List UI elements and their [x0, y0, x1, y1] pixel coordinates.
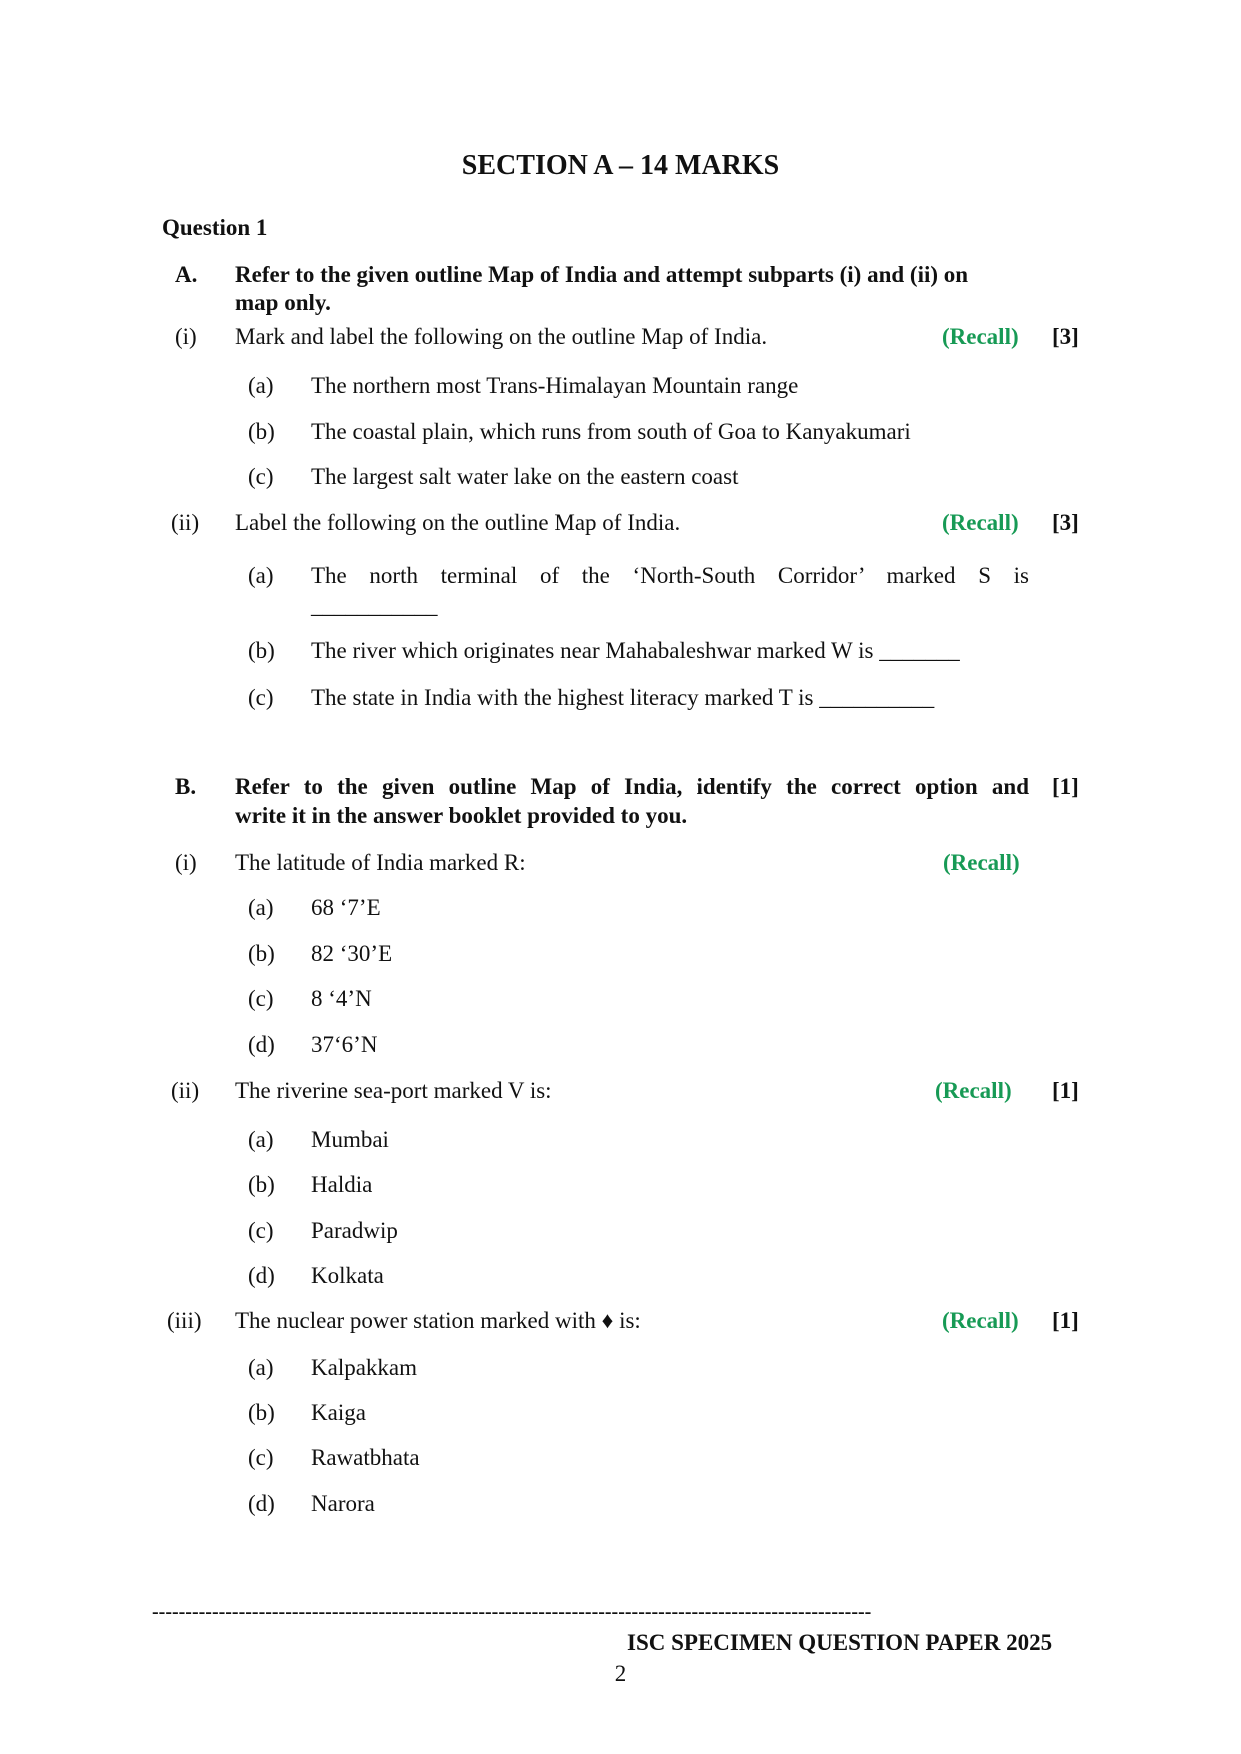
option-text: Kaiga: [311, 1400, 366, 1425]
item-label: (a): [248, 563, 274, 588]
question-text: Label the following on the outline Map of India.: [235, 510, 681, 535]
option-text: Paradwip: [311, 1218, 398, 1243]
item-label: (b): [248, 419, 275, 444]
question-number: (ii): [171, 510, 200, 535]
section-title: SECTION A – 14 MARKS: [461, 150, 780, 181]
item-text: The river which originates near Mahabaleshwar marked W is _______: [311, 638, 960, 663]
item-label: (b): [248, 638, 275, 663]
option-label: (a): [248, 1127, 274, 1152]
page-number: 2: [614, 1661, 627, 1686]
option-label: (d): [248, 1032, 275, 1057]
recall-tag: (Recall): [942, 324, 1019, 349]
option-label: (d): [248, 1263, 275, 1288]
question-text: The nuclear power station marked with ♦ is:: [235, 1308, 641, 1333]
question-number: (iii): [167, 1308, 202, 1333]
option-label: (a): [248, 1355, 274, 1380]
question-text: The riverine sea-port marked V is:: [235, 1078, 552, 1103]
option-text: 82 ‘30’E: [311, 941, 393, 966]
option-label: (b): [248, 941, 275, 966]
question-number: (i): [175, 850, 197, 875]
item-text: The north terminal of the ‘North-South Corridor’ marked S is: [311, 563, 1029, 588]
option-label: (a): [248, 895, 274, 920]
option-text: Mumbai: [311, 1127, 389, 1152]
option-text: 37‘6’N: [311, 1032, 378, 1057]
marks-badge: [3]: [1052, 510, 1079, 535]
question-title: Question 1: [162, 215, 268, 240]
question-text: The latitude of India marked R:: [235, 850, 526, 875]
part-b-label: B.: [175, 774, 197, 799]
marks-badge: [3]: [1052, 324, 1079, 349]
recall-tag: (Recall): [942, 510, 1019, 535]
option-label: (c): [248, 1445, 274, 1470]
answer-blank: ___________: [311, 593, 438, 618]
recall-tag: (Recall): [942, 1308, 1019, 1333]
item-label: (c): [248, 464, 274, 489]
question-text: Mark and label the following on the outline Map of India.: [235, 324, 768, 349]
marks-badge: [1]: [1052, 1308, 1079, 1333]
option-text: Haldia: [311, 1172, 373, 1197]
footer-divider: ------------------------------------------------------------------------------------------------------------: [152, 1601, 872, 1623]
item-text: The coastal plain, which runs from south of Goa to Kanyakumari: [311, 419, 911, 444]
item-label: (a): [248, 373, 274, 398]
question-number: (ii): [171, 1078, 200, 1103]
option-label: (d): [248, 1491, 275, 1516]
item-text: The largest salt water lake on the eastern coast: [311, 464, 739, 489]
part-a-label: A.: [175, 262, 198, 287]
option-label: (b): [248, 1400, 275, 1425]
option-label: (c): [248, 986, 274, 1011]
part-a-instruction-line1: Refer to the given outline Map of India and attempt subparts (i) and (ii) on: [235, 262, 969, 287]
marks-badge: [1]: [1052, 774, 1079, 799]
option-text: Rawatbhata: [311, 1445, 420, 1470]
option-label: (b): [248, 1172, 275, 1197]
part-a-instruction-line2: map only.: [235, 290, 331, 315]
option-text: Kolkata: [311, 1263, 384, 1288]
option-text: Kalpakkam: [311, 1355, 418, 1380]
item-label: (c): [248, 685, 274, 710]
option-text: 68 ‘7’E: [311, 895, 381, 920]
option-text: 8 ‘4’N: [311, 986, 372, 1011]
question-number: (i): [175, 324, 197, 349]
part-b-instruction-line1: Refer to the given outline Map of India, identify the correct option and: [235, 774, 1029, 799]
option-text: Narora: [311, 1491, 375, 1516]
marks-badge: [1]: [1052, 1078, 1079, 1103]
item-text: The northern most Trans-Himalayan Mountain range: [311, 373, 799, 398]
footer-title: ISC SPECIMEN QUESTION PAPER 2025: [627, 1630, 1053, 1655]
option-label: (c): [248, 1218, 274, 1243]
recall-tag: (Recall): [943, 850, 1020, 875]
item-text: The state in India with the highest literacy marked T is __________: [311, 685, 935, 710]
part-b-instruction-line2: write it in the answer booklet provided to you.: [235, 803, 688, 828]
recall-tag: (Recall): [935, 1078, 1012, 1103]
